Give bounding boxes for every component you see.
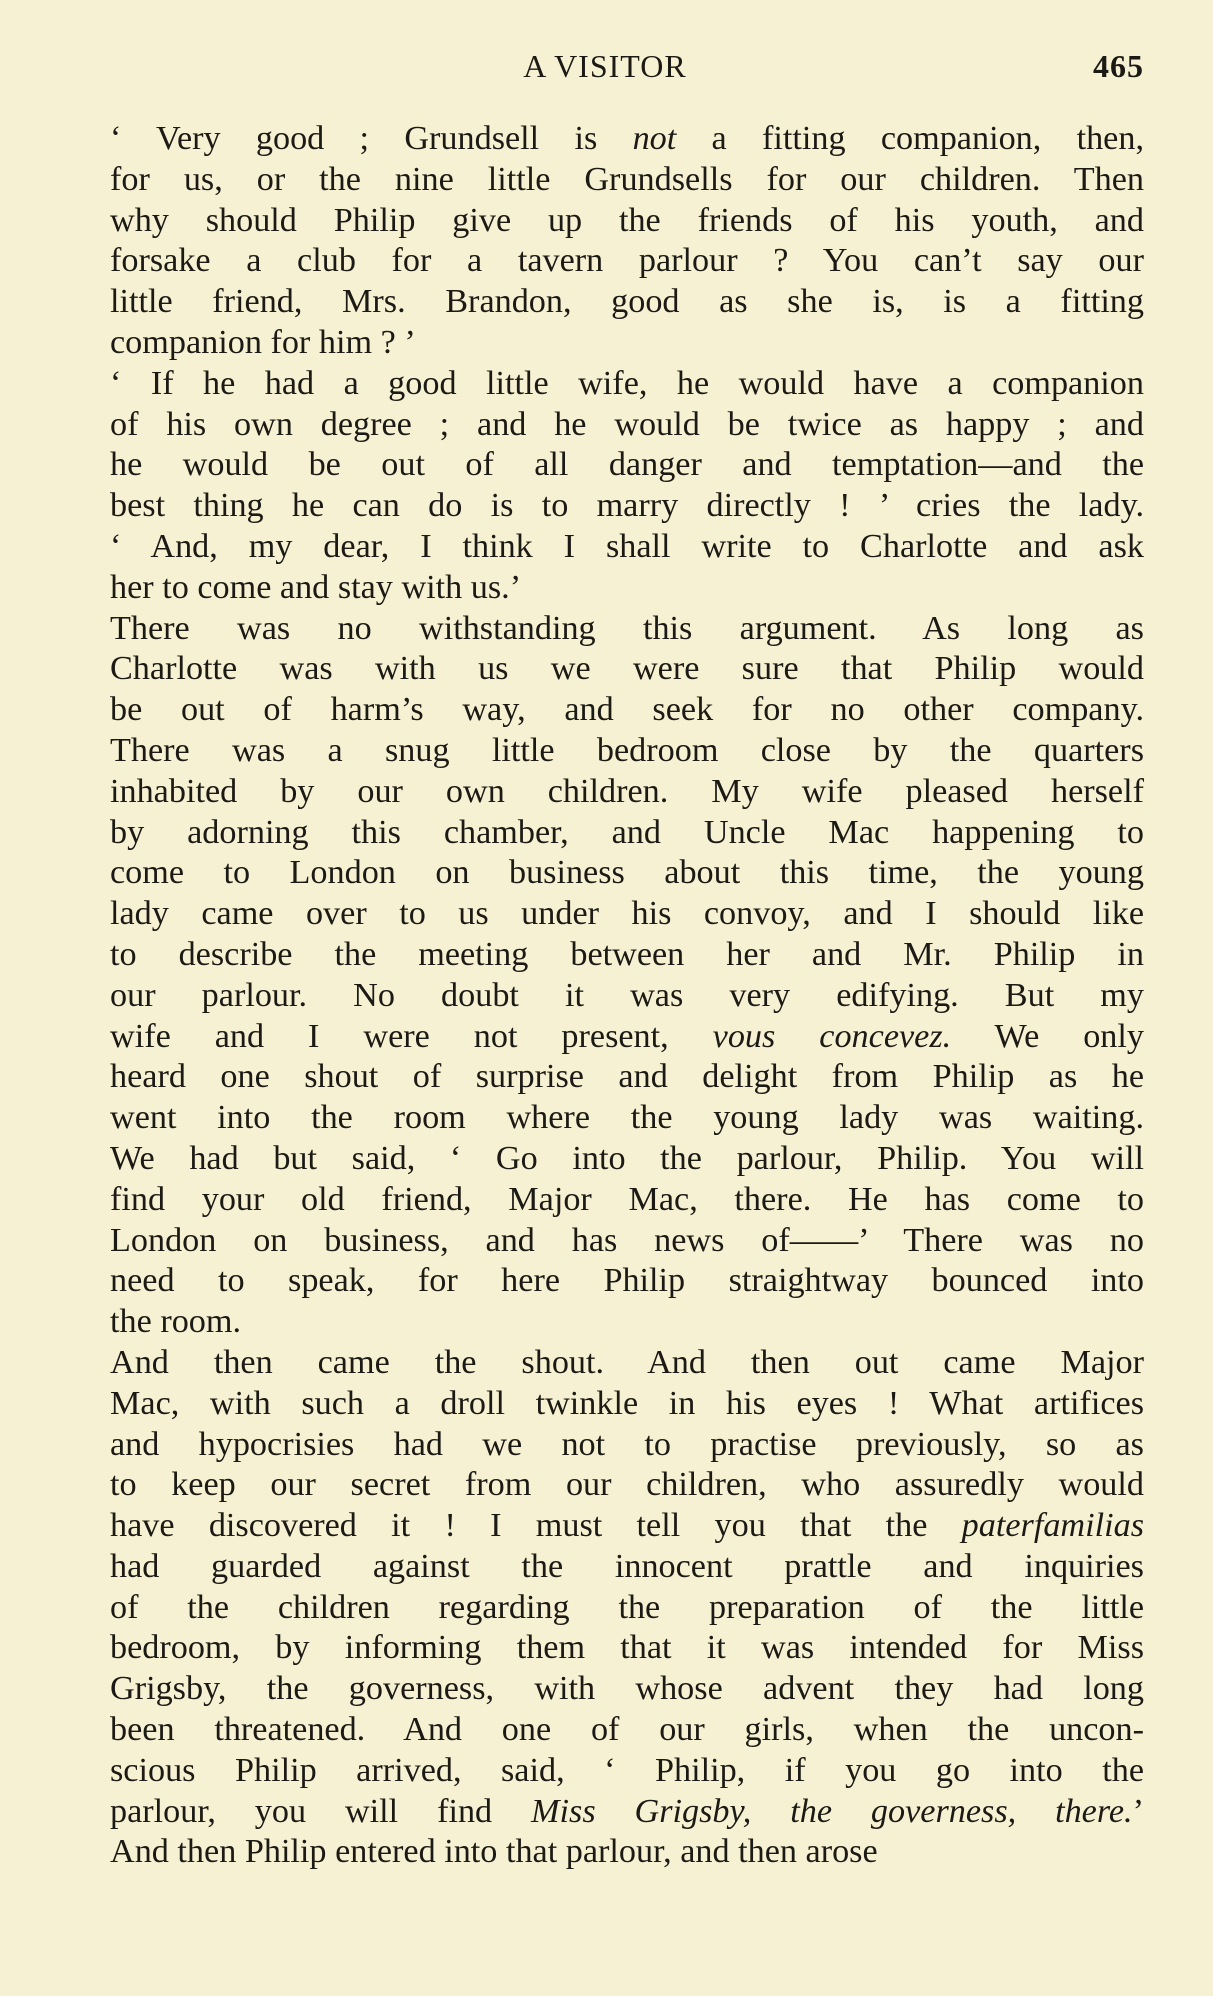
text-line (66, 323, 1144, 364)
text-run: lady came over to us under his convoy, and I should like (110, 895, 1144, 933)
text-run: parlour, you will find (110, 1792, 532, 1830)
body-text (66, 119, 1144, 1873)
text-line (66, 1098, 1144, 1139)
text-line (66, 445, 1144, 486)
text-run: forsake a club for a tavern parlour ? You can’t say our (110, 242, 1144, 280)
text-run: Mac, with such a droll twinkle in his eyes ! What artifices (110, 1384, 1144, 1422)
text-run: find your old friend, Major Mac, there. He has come to (110, 1180, 1144, 1218)
text-line (66, 282, 1144, 323)
text-line (66, 1751, 1144, 1792)
text-line (66, 976, 1144, 1017)
text-run: of his own degree ; and he would be twice as happy ; and (110, 405, 1144, 443)
text-run: for us, or the nine little Grundsells for our children. Then (110, 160, 1144, 198)
text-run: and hypocrisies had we not to practise previously, so as (110, 1425, 1144, 1463)
text-line (66, 1384, 1144, 1425)
text-run: inhabited by our own children. My wife pleased herself (110, 772, 1144, 810)
italic-text: not (632, 120, 677, 157)
text-line (66, 405, 1144, 446)
text-line (66, 772, 1144, 813)
text-line (66, 241, 1144, 282)
text-line (66, 1832, 1144, 1873)
text-run: ‘ Very good ; Grundsell is (110, 120, 633, 157)
running-head (66, 40, 1144, 100)
text-line (66, 1792, 1144, 1833)
text-line (66, 894, 1144, 935)
text-line (66, 1425, 1144, 1466)
text-run: he would be out of all danger and temptation—and the (110, 446, 1144, 484)
text-line (66, 201, 1144, 242)
text-run: little friend, Mrs. Brandon, good as she is, is a fitting (110, 283, 1144, 321)
text-line (66, 1628, 1144, 1669)
text-line (66, 568, 1144, 609)
text-run: bedroom, by informing them that it was intended for Miss (110, 1629, 1144, 1667)
text-run: had guarded against the innocent prattle and inquiries (110, 1547, 1144, 1585)
text-run: the room. (110, 1303, 242, 1341)
text-run: to describe the meeting between her and Mr. Philip in (110, 935, 1144, 973)
text-run: There was no withstanding this argument. As long as (110, 609, 1144, 647)
text-line (66, 160, 1144, 201)
text-line (66, 364, 1144, 405)
text-line (66, 1261, 1144, 1302)
text-line (66, 1221, 1144, 1262)
text-run: our parlour. No doubt it was very edifying. But my (110, 976, 1144, 1014)
text-run: need to speak, for here Philip straightway bounced into (110, 1262, 1144, 1300)
text-run: a fitting companion, then, (676, 120, 1145, 157)
text-run: to keep our secret from our children, who assuredly would (110, 1466, 1144, 1504)
text-run: scious Philip arrived, said, ‘ Philip, if you go into the (110, 1751, 1144, 1789)
text-run: ’ (1132, 1792, 1144, 1830)
text-run: ‘ If he had a good little wife, he would have a companion (110, 364, 1144, 402)
text-run: of the children regarding the preparation of the little (110, 1588, 1144, 1626)
text-line (66, 649, 1144, 690)
text-line (66, 1669, 1144, 1710)
text-line (66, 1302, 1144, 1343)
text-run: Grigsby, the governess, with whose advent they had long (110, 1670, 1144, 1708)
text-run: We had but said, ‘ Go into the parlour, Philip. You will (110, 1139, 1144, 1177)
paragraph (66, 364, 1144, 609)
text-run: been threatened. And one of our girls, when the uncon- (110, 1711, 1144, 1749)
text-run: There was a snug little bedroom close by the quarters (110, 731, 1144, 769)
text-run: London on business, and has news of——’ There was no (110, 1221, 1144, 1259)
text-line (66, 1547, 1144, 1588)
text-run: be out of harm’s way, and seek for no other company. (110, 691, 1144, 729)
paragraph (66, 609, 1144, 1343)
book-page (66, 40, 1144, 1873)
text-line (66, 1180, 1144, 1221)
running-title: A VISITOR (523, 48, 687, 84)
italic-text: vous concevez. (712, 1017, 952, 1055)
text-run: come to London on business about this time, the young (110, 854, 1144, 892)
italic-text: Miss Grigsby, the governess, there. (531, 1792, 1133, 1830)
text-run: have discovered it ! I must tell you that the (110, 1507, 962, 1545)
text-run: And then Philip entered into that parlour, and then arose (110, 1833, 878, 1871)
text-run: heard one shout of surprise and delight from Philip as he (110, 1058, 1144, 1096)
text-run: We only (951, 1017, 1144, 1055)
text-line (66, 486, 1144, 527)
italic-text: paterfamilias (961, 1507, 1144, 1545)
text-line (66, 609, 1144, 650)
paragraph (66, 1343, 1144, 1873)
text-run: ‘ And, my dear, I think I shall write to Charlotte and ask (110, 527, 1144, 565)
text-line (66, 731, 1144, 772)
text-run: why should Philip give up the friends of his youth, and (110, 201, 1144, 239)
text-line (66, 853, 1144, 894)
text-line (66, 1057, 1144, 1098)
text-run: her to come and stay with us.’ (110, 568, 522, 606)
text-line (66, 1710, 1144, 1751)
text-line (66, 1465, 1144, 1506)
text-line (66, 1506, 1144, 1547)
text-line (66, 813, 1144, 854)
text-run: companion for him ? ’ (110, 323, 416, 361)
text-run: best thing he can do is to marry directly ! ’ cries the lady. (110, 487, 1144, 525)
paragraph (66, 119, 1144, 364)
text-line (66, 119, 1144, 160)
text-run: And then came the shout. And then out came Major (110, 1343, 1144, 1381)
text-line (66, 935, 1144, 976)
text-line (66, 1343, 1144, 1384)
text-run: by adorning this chamber, and Uncle Mac happening to (110, 813, 1144, 851)
text-run: Charlotte was with us we were sure that Philip would (110, 650, 1144, 688)
text-run: went into the room where the young lady was waiting. (110, 1099, 1144, 1137)
text-line (66, 527, 1144, 568)
text-line (66, 1139, 1144, 1180)
page-number: 465 (1093, 48, 1144, 84)
text-line (66, 1017, 1144, 1058)
text-line (66, 690, 1144, 731)
text-line (66, 1588, 1144, 1629)
text-run: wife and I were not present, (110, 1017, 713, 1055)
